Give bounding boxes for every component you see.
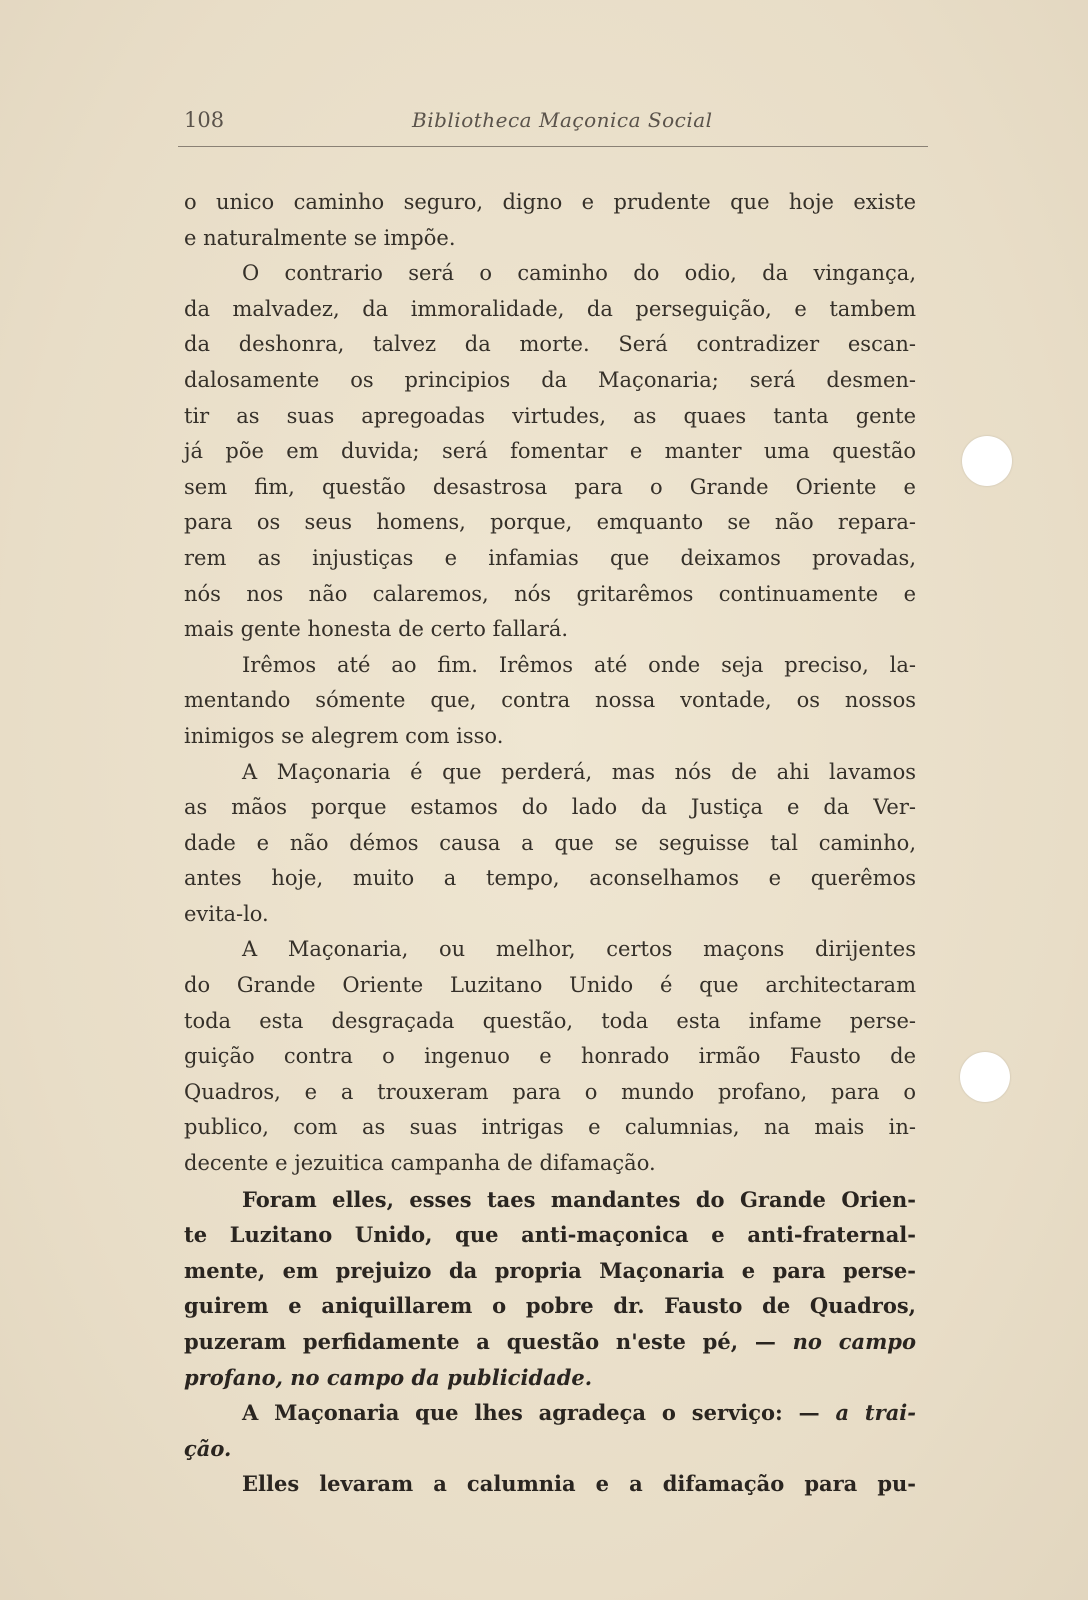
body-text [184, 185, 916, 1502]
text-line-with-italic [184, 1324, 916, 1360]
text-line: Elles levaram a calumnia e a difamação para pu- [242, 1471, 916, 1497]
text-line: mente, em prejuizo da propria Maçonaria e para perse- [184, 1257, 916, 1283]
italic-segment: no campo [792, 1329, 916, 1354]
text-line: e naturalmente se impõe. [184, 225, 456, 250]
running-title: Bibliotheca Maçonica Social [412, 108, 713, 132]
text-line: toda esta desgraçada questão, toda esta infame perse- [184, 1008, 916, 1033]
italic-segment: ção. [184, 1435, 232, 1461]
text-line: publico, com as suas intrigas e calumnias, na mais in- [184, 1115, 916, 1140]
text-line [184, 1431, 916, 1467]
text-line: rem as injustiças e infamias que deixamos provadas, [184, 545, 916, 570]
text-line-with-italic [184, 1395, 916, 1431]
text-line: nós nos não calaremos, nós gritarêmos continuamente e [184, 581, 916, 606]
running-header [184, 108, 924, 138]
text-line: A Maçonaria, ou melhor, certos maçons dirijentes [242, 937, 916, 962]
text-line: as mãos porque estamos do lado da Justiça e da Ver- [184, 795, 916, 820]
text-line: antes hoje, muito a tempo, aconselhamos e querêmos [184, 866, 916, 891]
text-line: dalosamente os principios da Maçonaria; será desmen- [184, 367, 916, 392]
text-line: O contrario será o caminho do odio, da vingança, [242, 261, 916, 286]
text-line: A Maçonaria é que perderá, mas nós de ahi lavamos [242, 759, 916, 784]
text-line: já põe em duvida; será fomentar e manter uma questão [184, 439, 916, 464]
text-line: guição contra o ingenuo e honrado irmão Fausto de [184, 1044, 916, 1069]
text-line: tir as suas apregoadas virtudes, as quaes tanta gente [184, 403, 916, 428]
text-line: o unico caminho seguro, digno e prudente que hoje existe [184, 190, 916, 214]
text-segment: A Maçonaria que lhes agradeça o serviço: — [242, 1400, 836, 1426]
text-line: da deshonra, talvez da morte. Será contradizer escan- [184, 332, 916, 357]
text-line: da malvadez, da immoralidade, da perseguição, e tambem [184, 296, 916, 321]
punch-hole [962, 436, 1012, 486]
text-line: para os seus homens, porque, emquanto se não repara- [184, 510, 916, 535]
text-segment: puzeram perfidamente a questão n'este pé, — [184, 1329, 793, 1354]
text-line: do Grande Oriente Luzitano Unido é que architectaram [184, 973, 916, 998]
page-number: 108 [184, 108, 225, 132]
italic-segment: profano, no campo da publicidade. [184, 1364, 593, 1390]
text-line: Irêmos até ao fim. Irêmos até onde seja preciso, la- [242, 652, 916, 677]
header-rule [178, 146, 928, 147]
text-line: evita-lo. [184, 901, 269, 926]
text-line: mentando sómente que, contra nossa vontade, os nossos [184, 688, 916, 713]
text-line: Quadros, e a trouxeram para o mundo profano, para o [184, 1079, 916, 1104]
text-line: Foram elles, esses taes mandantes do Grande Orien- [242, 1186, 916, 1212]
text-line: inimigos se alegrem com isso. [184, 723, 504, 748]
text-line [184, 1360, 916, 1396]
text-line: sem fim, questão desastrosa para o Grande Oriente e [184, 474, 916, 499]
italic-segment: a trai- [835, 1400, 916, 1426]
text-line: guirem e aniquillarem o pobre dr. Fausto de Quadros, [184, 1293, 916, 1319]
punch-hole [960, 1052, 1010, 1102]
text-line: mais gente honesta de certo fallará. [184, 617, 569, 642]
text-line: te Luzitano Unido, que anti-maçonica e anti-fraternal- [184, 1222, 916, 1248]
text-line: dade e não démos causa a que se seguisse tal caminho, [184, 830, 916, 855]
text-line: decente e jezuitica campanha de difamação. [184, 1151, 656, 1176]
